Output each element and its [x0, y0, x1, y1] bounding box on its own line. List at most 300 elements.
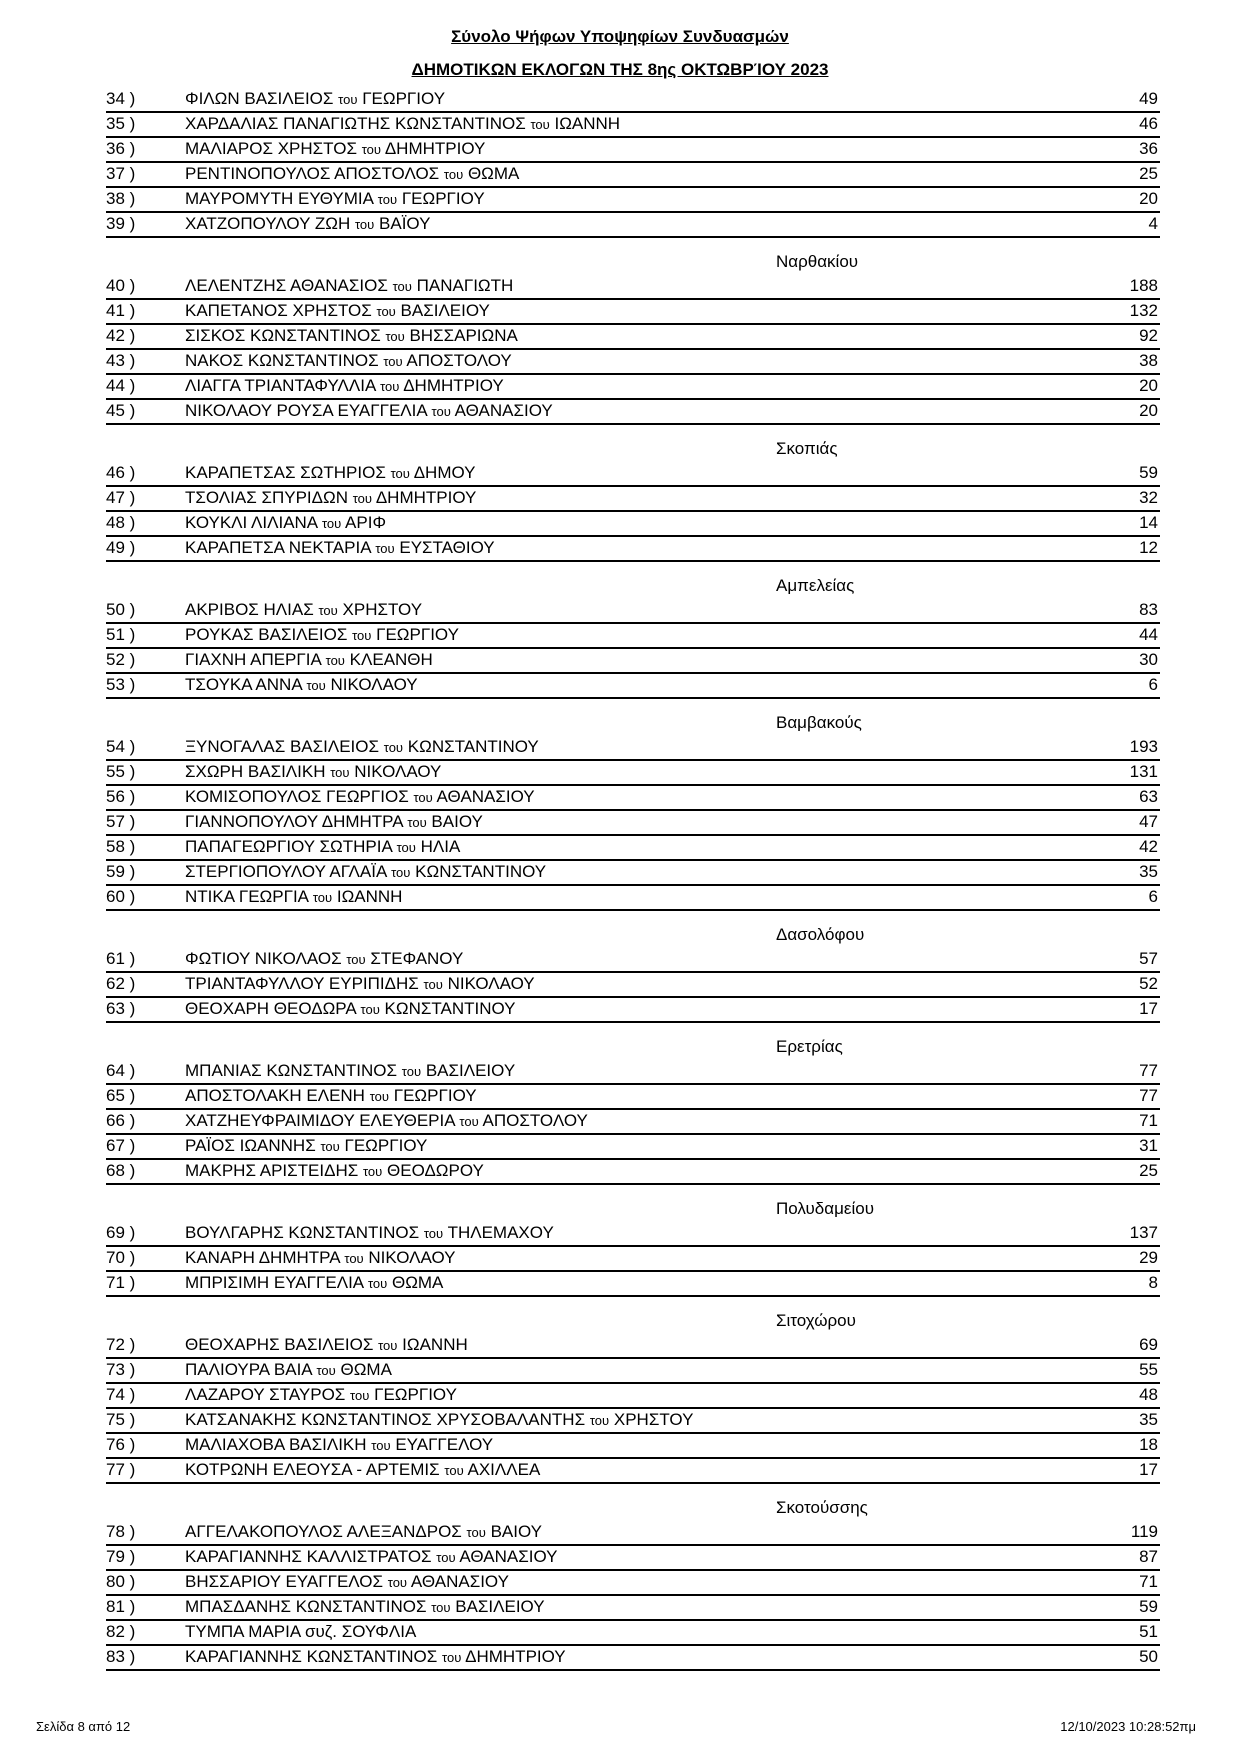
vote-count: 52	[1139, 974, 1158, 993]
table-row	[106, 350, 1160, 375]
relation-label: του	[466, 1525, 486, 1540]
candidate-name: ΣΤΕΡΓΙΟΠΟΥΛΟΥ ΑΓΛΑΪΑ	[185, 862, 387, 881]
father-name: ΚΩΝΣΤΑΝΤΙΝΟΥ	[407, 737, 539, 756]
vote-count: 6	[1148, 675, 1158, 694]
candidate-name-cell	[185, 164, 519, 184]
candidate-name: ΚΑΡΑΓΙΑΝΝΗΣ ΚΩΝΣΤΑΝΤΙΝΟΣ	[185, 1647, 438, 1666]
candidate-number: 38 )	[106, 189, 136, 208]
vote-count: 20	[1139, 401, 1158, 420]
candidate-name: ΑΠΟΣΤΟΛΑΚΗ ΕΛΕΝΗ	[185, 1086, 365, 1105]
candidate-name-cell	[185, 1522, 542, 1542]
candidate-name-cell	[185, 1385, 457, 1405]
table-row	[106, 861, 1160, 886]
father-name: ΕΥΑΓΓΕΛΟΥ	[395, 1435, 494, 1454]
candidate-name-cell	[185, 189, 485, 209]
candidate-name: ΣΧΩΡΗ ΒΑΣΙΛΙΚΗ	[185, 762, 326, 781]
table-row	[106, 1434, 1160, 1459]
candidate-name-cell	[185, 949, 463, 969]
candidate-name: ΓΙΑΧΝΗ ΑΠΕΡΓΙΑ	[185, 650, 321, 669]
relation-label: του	[325, 653, 345, 668]
vote-count: 32	[1139, 488, 1158, 507]
candidate-name-cell	[185, 1460, 540, 1480]
candidate-name: ΘΕΟΧΑΡΗΣ ΒΑΣΙΛΕΙΟΣ	[185, 1335, 374, 1354]
vote-count: 17	[1139, 999, 1158, 1018]
candidate-name: ΑΚΡΙΒΟΣ ΗΛΙΑΣ	[185, 600, 314, 619]
candidate-number: 49 )	[106, 538, 136, 557]
candidate-name-cell	[185, 1622, 416, 1642]
father-name: ΓΕΩΡΓΙΟΥ	[401, 189, 485, 208]
vote-count: 193	[1129, 737, 1158, 756]
relation-label: του	[354, 217, 375, 232]
father-name: ΔΗΜΗΤΡΙΟΥ	[403, 376, 504, 395]
father-name: ΔΗΜΗΤΡΙΟΥ	[465, 1647, 566, 1666]
relation-label: του	[589, 1413, 610, 1428]
table-row	[106, 1247, 1160, 1272]
candidate-name: ΞΥΝΟΓΑΛΑΣ ΒΑΣΙΛΕΙΟΣ	[185, 737, 380, 756]
candidate-name: ΚΟΥΚΛΙ ΛΙΛΙΑΝΑ	[185, 513, 318, 532]
table-row	[106, 649, 1160, 674]
table-row	[106, 1409, 1160, 1434]
father-name: ΑΘΑΝΑΣΙΟΥ	[436, 787, 535, 806]
candidate-name-cell	[185, 1647, 566, 1667]
section-heading	[106, 425, 1160, 462]
candidate-name: ΚΑΡΑΓΙΑΝΝΗΣ ΚΑΛΛΙΣΤΡΑΤΟΣ	[185, 1547, 432, 1566]
table-row	[106, 462, 1160, 487]
candidate-name-cell	[185, 114, 620, 134]
candidate-name-cell	[185, 600, 422, 620]
vote-count: 63	[1139, 787, 1158, 806]
father-name: ΒΑΣΙΛΕΙΟΥ	[455, 1597, 545, 1616]
candidate-name: ΚΑΝΑΡΗ ΔΗΜΗΤΡΑ	[185, 1248, 340, 1267]
candidate-name-cell	[185, 675, 418, 695]
vote-count: 57	[1139, 949, 1158, 968]
vote-count: 30	[1139, 650, 1158, 669]
relation-label: του	[423, 1226, 444, 1241]
vote-count: 137	[1129, 1223, 1158, 1242]
relation-label: του	[330, 765, 350, 780]
candidate-number: 58 )	[106, 837, 136, 856]
candidate-name-cell	[185, 999, 516, 1019]
candidate-number: 54 )	[106, 737, 136, 756]
candidate-name: ΜΑΥΡΟΜΥΤΗ ΕΥΘΥΜΙΑ	[185, 189, 374, 208]
candidate-name-cell	[185, 1273, 443, 1293]
father-name: ΕΥΣΤΑΘΙΟΥ	[399, 538, 495, 557]
father-name: ΑΡΙΦ	[345, 513, 387, 532]
table-row	[106, 275, 1160, 300]
father-name: ΒΗΣΣΑΡΙΩΝΑ	[409, 326, 518, 345]
table-row	[106, 948, 1160, 973]
relation-label: του	[391, 865, 411, 880]
section-heading	[106, 1484, 1160, 1521]
candidate-name: ΚΑΡΑΠΕΤΣΑΣ ΣΩΤΗΡΙΟΣ	[185, 463, 386, 482]
section-label: Ερετρίας	[776, 1037, 843, 1056]
candidate-number: 70 )	[106, 1248, 136, 1267]
table-row	[106, 88, 1160, 113]
vote-count: 38	[1139, 351, 1158, 370]
table-row	[106, 1334, 1160, 1359]
vote-count: 119	[1130, 1522, 1158, 1541]
candidate-name: ΧΑΡΔΑΛΙΑΣ ΠΑΝΑΓΙΩΤΗΣ ΚΩΝΣΤΑΝΤΙΝΟΣ	[185, 114, 526, 133]
table-row	[106, 761, 1160, 786]
candidate-number: 35 )	[106, 114, 136, 133]
candidate-name: ΚΟΤΡΩΝΗ ΕΛΕΟΥΣΑ - ΑΡΤΕΜΙΣ	[185, 1460, 440, 1479]
table-row	[106, 325, 1160, 350]
candidate-name-cell	[185, 1111, 588, 1131]
father-name: ΧΡΗΣΤΟΥ	[613, 1410, 694, 1429]
print-timestamp: 12/10/2023 10:28:52πμ	[1060, 1719, 1196, 1734]
candidate-name-cell	[185, 301, 490, 321]
vote-count: 131	[1129, 762, 1158, 781]
candidate-name-cell	[185, 326, 518, 346]
vote-count: 12	[1139, 538, 1158, 557]
candidate-number: 44 )	[106, 376, 136, 395]
candidate-number: 80 )	[106, 1572, 136, 1591]
candidate-number: 43 )	[106, 351, 136, 370]
relation-label: του	[375, 541, 395, 556]
candidate-name-cell	[185, 276, 513, 296]
relation-label: συζ.	[304, 1622, 337, 1641]
relation-label: του	[338, 92, 358, 107]
candidate-name-cell	[185, 887, 402, 907]
vote-count: 92	[1139, 326, 1158, 345]
father-name: ΓΕΩΡΓΙΟΥ	[376, 625, 459, 644]
relation-label: του	[306, 678, 326, 693]
vote-count: 31	[1139, 1136, 1158, 1155]
candidate-name-cell	[185, 862, 546, 882]
vote-count: 47	[1139, 812, 1158, 831]
father-name: ΑΘΑΝΑΣΙΟΥ	[410, 1572, 509, 1591]
candidate-name: ΠΑΠΑΓΕΩΡΓΙΟΥ ΣΩΤΗΡΙΑ	[185, 837, 392, 856]
candidate-name-cell	[185, 513, 386, 533]
candidate-name-cell	[185, 1161, 484, 1181]
candidate-number: 82 )	[106, 1622, 136, 1641]
table-row	[106, 1646, 1160, 1671]
candidate-name: ΡΟΥΚΑΣ ΒΑΣΙΛΕΙΟΣ	[185, 625, 348, 644]
section-label: Σκοτούσσης	[776, 1498, 868, 1517]
relation-label: του	[407, 815, 427, 830]
candidate-name: ΛΕΛΕΝΤΖΗΣ ΑΘΑΝΑΣΙΟΣ	[185, 276, 388, 295]
page-subtitle: ΔΗΜΟΤΙΚΩΝ ΕΚΛΟΓΩΝ ΤΗΣ 8ης ΟΚΤΩΒΡΊΟΥ 2023	[411, 60, 829, 79]
candidate-name: ΝΑΚΟΣ ΚΩΝΣΤΑΝΤΙΝΟΣ	[185, 351, 379, 370]
relation-label: του	[367, 1276, 388, 1291]
candidate-name-cell	[185, 737, 539, 757]
relation-label: του	[352, 491, 373, 506]
relation-label: του	[392, 279, 412, 294]
candidate-name: ΦΙΛΩΝ ΒΑΣΙΛΕΙΟΣ	[185, 89, 334, 108]
father-name: ΚΩΝΣΤΑΝΤΙΝΟΥ	[415, 862, 547, 881]
candidate-name-cell	[185, 214, 430, 234]
candidate-number: 68 )	[106, 1161, 136, 1180]
candidate-name-cell	[185, 376, 504, 396]
father-name: ΘΩΜΑ	[391, 1273, 444, 1292]
candidate-name-cell	[185, 787, 535, 807]
candidate-name-cell	[185, 1061, 515, 1081]
table-row	[106, 886, 1160, 911]
candidate-name: ΜΑΛΙΑΡΟΣ ΧΡΗΣΤΟΣ	[185, 139, 357, 158]
candidate-name-cell	[185, 762, 441, 782]
candidate-name-cell	[185, 351, 512, 371]
candidate-name-cell	[185, 1086, 477, 1106]
candidate-number: 62 )	[106, 974, 136, 993]
relation-label: του	[442, 1650, 462, 1665]
table-row	[106, 1596, 1160, 1621]
father-name: ΔΗΜΗΤΡΙΟΥ	[375, 488, 477, 507]
candidate-name-cell	[185, 1547, 558, 1567]
relation-label: του	[371, 1438, 391, 1453]
table-row	[106, 973, 1160, 998]
vote-count: 36	[1139, 139, 1158, 158]
candidate-number: 40 )	[106, 276, 136, 295]
table-row	[106, 1459, 1160, 1484]
vote-count: 18	[1139, 1435, 1158, 1454]
vote-count: 188	[1129, 276, 1158, 295]
candidate-number: 71 )	[106, 1273, 136, 1292]
table-row	[106, 1571, 1160, 1596]
candidate-name: ΡΑΪΟΣ ΙΩΑΝΝΗΣ	[185, 1136, 316, 1155]
father-name: ΒΑΙΟΥ	[431, 812, 483, 831]
page-number: Σελίδα 8 από 12	[36, 1719, 131, 1734]
father-name: ΓΕΩΡΓΙΟΥ	[374, 1385, 457, 1404]
candidate-name: ΒΟΥΛΓΑΡΗΣ ΚΩΝΣΤΑΝΤΙΝΟΣ	[185, 1223, 420, 1242]
candidate-number: 60 )	[106, 887, 136, 906]
candidate-name-cell	[185, 1223, 554, 1243]
candidate-number: 64 )	[106, 1061, 136, 1080]
candidate-name-cell	[185, 1597, 545, 1617]
father-name: ΝΙΚΟΛΑΟΥ	[447, 974, 535, 993]
father-name: ΘΩΜΑ	[340, 1360, 392, 1379]
vote-count: 77	[1139, 1061, 1158, 1080]
father-name: ΒΑΪΟΥ	[379, 214, 431, 233]
candidate-name-cell	[185, 1360, 392, 1380]
candidate-name: ΤΡΙΑΝΤΑΦΥΛΛΟΥ ΕΥΡΙΠΙΔΗΣ	[185, 974, 419, 993]
table-row	[106, 188, 1160, 213]
candidate-name-cell	[185, 1335, 468, 1355]
candidate-name-cell	[185, 812, 483, 832]
candidate-number: 67 )	[106, 1136, 136, 1155]
table-row	[106, 1546, 1160, 1571]
section-heading	[106, 238, 1160, 275]
father-name: ΑΠΟΣΤΟΛΟΥ	[406, 351, 512, 370]
candidate-name: ΓΙΑΝΝΟΠΟΥΛΟΥ ΔΗΜΗΤΡΑ	[185, 812, 403, 831]
relation-label: του	[344, 1251, 364, 1266]
relation-label: του	[401, 1064, 422, 1079]
father-name: ΒΑΣΙΛΕΙΟΥ	[425, 1061, 516, 1080]
relation-label: του	[362, 1164, 383, 1179]
candidate-number: 37 )	[106, 164, 136, 183]
candidate-number: 77 )	[106, 1460, 136, 1479]
candidate-name: ΣΙΣΚΟΣ ΚΩΝΣΤΑΝΤΙΝΟΣ	[185, 326, 381, 345]
vote-count: 20	[1139, 189, 1158, 208]
table-row	[106, 537, 1160, 562]
table-row	[106, 786, 1160, 811]
candidate-name-cell	[185, 401, 553, 421]
father-name: ΔΗΜΟΥ	[413, 463, 476, 482]
candidate-name-cell	[185, 538, 495, 558]
table-row	[106, 836, 1160, 861]
table-row	[106, 1621, 1160, 1646]
vote-count: 83	[1139, 600, 1158, 619]
candidate-name-cell	[185, 1410, 693, 1430]
section-heading	[106, 911, 1160, 948]
vote-count: 51	[1139, 1622, 1158, 1641]
section-heading	[106, 1023, 1160, 1060]
relation-label: του	[350, 1388, 370, 1403]
vote-count: 71	[1139, 1111, 1158, 1130]
candidate-name: ΝΤΙΚΑ ΓΕΩΡΓΙΑ	[185, 887, 309, 906]
candidate-name: ΦΩΤΙΟΥ ΝΙΚΟΛΑΟΣ	[185, 949, 342, 968]
relation-label: του	[377, 192, 398, 207]
candidate-name-cell	[185, 89, 445, 109]
candidate-name: ΛΙΑΓΓΑ ΤΡΙΑΝΤΑΦΥΛΛΙΑ	[185, 376, 376, 395]
page-title: Σύνολο Ψήφων Υποψηφίων Συνδυασμών	[451, 27, 789, 46]
table-row	[106, 487, 1160, 512]
vote-count: 69	[1139, 1335, 1158, 1354]
table-row	[106, 1222, 1160, 1247]
candidate-name: ΑΓΓΕΛΑΚΟΠΟΥΛΟΣ ΑΛΕΞΑΝΔΡΟΣ	[185, 1522, 462, 1541]
candidate-name: ΠΑΛΙΟΥΡΑ ΒΑΙΑ	[185, 1360, 312, 1379]
table-row	[106, 599, 1160, 624]
relation-label: του	[321, 516, 342, 531]
table-row	[106, 512, 1160, 537]
relation-label: του	[530, 117, 550, 132]
candidate-number: 69 )	[106, 1223, 136, 1242]
relation-label: του	[383, 354, 403, 369]
table-row	[106, 400, 1160, 425]
candidate-name: ΚΑΠΕΤΑΝΟΣ ΧΡΗΣΤΟΣ	[185, 301, 372, 320]
vote-count: 17	[1139, 1460, 1158, 1479]
table-row	[106, 300, 1160, 325]
vote-count: 4	[1148, 214, 1158, 233]
candidate-number: 65 )	[106, 1086, 136, 1105]
table-row	[106, 163, 1160, 188]
candidate-number: 39 )	[106, 214, 136, 233]
father-name: ΝΙΚΟΛΑΟΥ	[354, 762, 442, 781]
table-row	[106, 138, 1160, 163]
candidate-name: ΜΑΚΡΗΣ ΑΡΙΣΤΕΙΔΗΣ	[185, 1161, 359, 1180]
relation-label: του	[431, 1600, 451, 1615]
candidate-number: 78 )	[106, 1522, 136, 1541]
candidate-number: 36 )	[106, 139, 136, 158]
candidate-name: ΧΑΤΖΗΕΥΦΡΑΙΜΙΔΟΥ ΕΛΕΥΘΕΡΙΑ	[185, 1111, 455, 1130]
father-name: ΙΩΑΝΝΗ	[554, 114, 621, 133]
father-name: ΣΟΥΦΛΙΑ	[341, 1622, 417, 1641]
vote-count: 20	[1139, 376, 1158, 395]
relation-label: του	[444, 1463, 464, 1478]
candidate-name-cell	[185, 139, 485, 159]
vote-count: 25	[1139, 164, 1158, 183]
father-name: ΝΙΚΟΛΑΟΥ	[330, 675, 418, 694]
father-name: ΠΑΝΑΓΙΩΤΗ	[416, 276, 514, 295]
candidate-number: 73 )	[106, 1360, 136, 1379]
vote-count: 35	[1139, 862, 1158, 881]
candidate-name-cell	[185, 837, 460, 857]
candidate-name: ΛΑΖΑΡΟΥ ΣΤΑΥΡΟΣ	[185, 1385, 346, 1404]
vote-count: 77	[1139, 1086, 1158, 1105]
relation-label: του	[380, 379, 400, 394]
candidate-name: ΘΕΟΧΑΡΗ ΘΕΟΔΩΡΑ	[185, 999, 356, 1018]
candidate-name-cell	[185, 488, 476, 508]
relation-label: του	[369, 1089, 389, 1104]
candidate-number: 47 )	[106, 488, 136, 507]
father-name: ΙΩΑΝΝΗ	[402, 1335, 468, 1354]
candidate-name: ΜΠΑΝΙΑΣ ΚΩΝΣΤΑΝΤΙΝΟΣ	[185, 1061, 398, 1080]
father-name: ΝΙΚΟΛΑΟΥ	[368, 1248, 456, 1267]
candidate-number: 46 )	[106, 463, 136, 482]
candidate-number: 41 )	[106, 301, 136, 320]
vote-count: 14	[1139, 513, 1158, 532]
candidate-name: ΤΥΜΠΑ ΜΑΡΙΑ	[185, 1622, 301, 1641]
vote-count: 44	[1139, 625, 1158, 644]
relation-label: του	[423, 977, 443, 992]
table-row	[106, 1384, 1160, 1409]
relation-label: του	[383, 740, 404, 755]
candidate-name: ΚΑΡΑΠΕΤΣΑ ΝΕΚΤΑΡΙΑ	[185, 538, 371, 557]
relation-label: του	[385, 329, 405, 344]
candidate-number: 61 )	[106, 949, 136, 968]
results-table	[106, 88, 1160, 1671]
candidate-number: 57 )	[106, 812, 136, 831]
candidate-number: 72 )	[106, 1335, 136, 1354]
candidate-name: ΤΣΟΛΙΑΣ ΣΠΥΡΙΔΩΝ	[185, 488, 348, 507]
table-row	[106, 1110, 1160, 1135]
father-name: ΓΕΩΡΓΙΟΥ	[344, 1136, 428, 1155]
father-name: ΑΘΑΝΑΣΙΟΥ	[454, 401, 553, 420]
candidate-number: 50 )	[106, 600, 136, 619]
father-name: ΒΑΣΙΛΕΙΟΥ	[400, 301, 490, 320]
candidate-name: ΜΠΡΙΣΙΜΗ ΕΥΑΓΓΕΛΙΑ	[185, 1273, 364, 1292]
relation-label: του	[459, 1114, 479, 1129]
relation-label: του	[413, 790, 433, 805]
father-name: ΑΠΟΣΤΟΛΟΥ	[482, 1111, 588, 1130]
section-label: Ναρθακίου	[776, 252, 859, 271]
father-name: ΑΘΑΝΑΣΙΟΥ	[459, 1547, 558, 1566]
candidate-name: ΤΣΟΥΚΑ ΑΝΝΑ	[185, 675, 302, 694]
candidate-name-cell	[185, 1435, 493, 1455]
candidate-name: ΒΗΣΣΑΡΙΟΥ ΕΥΑΓΓΕΛΟΣ	[185, 1572, 384, 1591]
candidate-name-cell	[185, 463, 476, 483]
section-heading	[106, 562, 1160, 599]
vote-count: 8	[1148, 1273, 1158, 1292]
section-label: Δασολόφου	[776, 925, 865, 944]
section-label: Βαμβακούς	[776, 713, 862, 732]
candidate-number: 83 )	[106, 1647, 136, 1666]
candidate-number: 59 )	[106, 862, 136, 881]
candidate-number: 45 )	[106, 401, 136, 420]
section-heading	[106, 1297, 1160, 1334]
father-name: ΒΑΙΟΥ	[490, 1522, 542, 1541]
vote-count: 71	[1139, 1572, 1158, 1591]
table-row	[106, 1060, 1160, 1085]
section-label: Σιτοχώρου	[776, 1311, 856, 1330]
father-name: ΘΩΜΑ	[467, 164, 520, 183]
candidate-name: ΚΑΤΣΑΝΑΚΗΣ ΚΩΝΣΤΑΝΤΙΝΟΣ ΧΡΥΣΟΒΑΛΑΝΤΗΣ	[185, 1410, 586, 1429]
father-name: ΤΗΛΕΜΑΧΟΥ	[447, 1223, 554, 1242]
candidate-number: 48 )	[106, 513, 136, 532]
table-row	[106, 736, 1160, 761]
relation-label: του	[352, 628, 372, 643]
relation-label: του	[443, 167, 464, 182]
table-row	[106, 998, 1160, 1023]
candidate-number: 76 )	[106, 1435, 136, 1454]
candidate-name-cell	[185, 625, 459, 645]
vote-count: 29	[1139, 1248, 1158, 1267]
relation-label: του	[431, 404, 451, 419]
vote-count: 59	[1139, 463, 1158, 482]
father-name: ΙΩΑΝΝΗ	[336, 887, 403, 906]
relation-label: του	[387, 1575, 408, 1590]
vote-count: 87	[1139, 1547, 1158, 1566]
candidate-number: 79 )	[106, 1547, 136, 1566]
